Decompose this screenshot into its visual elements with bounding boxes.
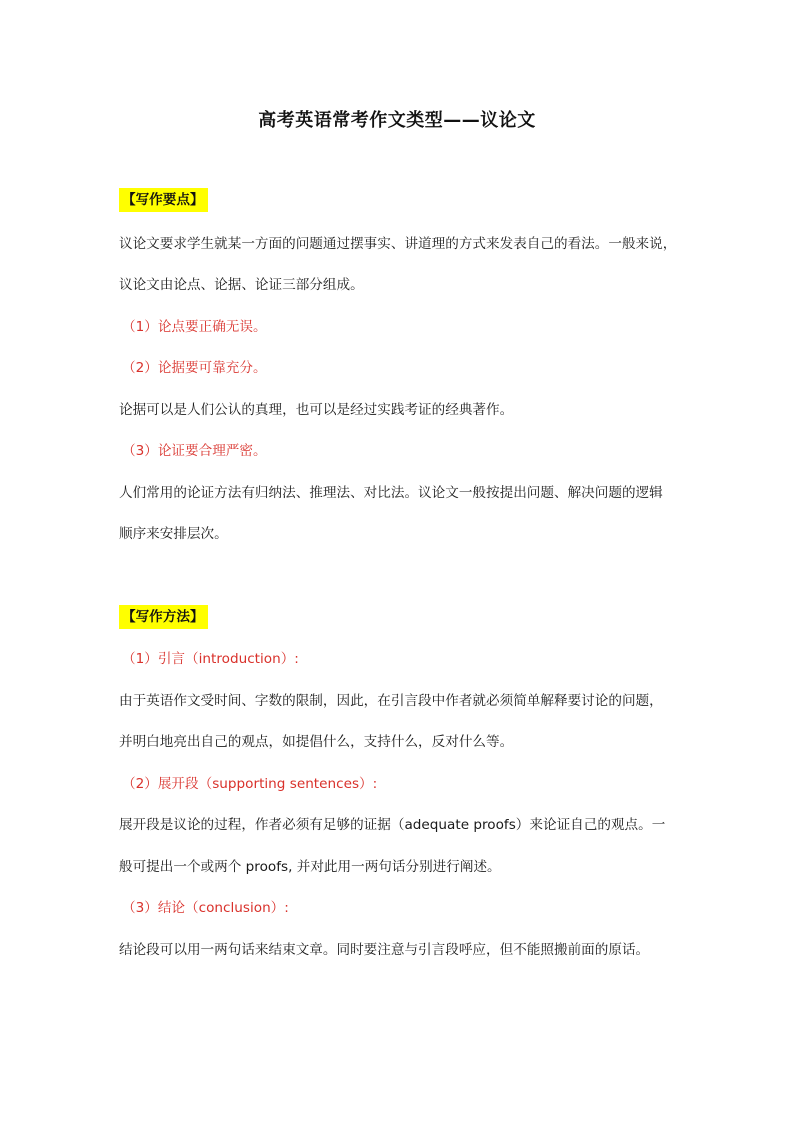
paragraph-line: 并明白地亮出自己的观点，如提倡什么，支持什么，反对什么等。 [119, 734, 514, 750]
page-title: 高考英语常考作文类型——议论文 [258, 110, 536, 131]
paragraph-line: 议论文由论点、论据、论证三部分组成。 [119, 277, 364, 293]
paragraph-line: 议论文要求学生就某一方面的问题通过摆事实、讲道理的方式来发表自己的看法。一般来说， [119, 236, 677, 252]
paragraph-line: 展开段是议论的过程，作者必须有足够的证据（adequate proofs）来论证自己的观点。一 [119, 817, 666, 833]
paragraph-line: 论据可以是人们公认的真理，也可以是经过实践考证的经典著作。 [119, 402, 514, 418]
section-heading-writing-methods: 【写作方法】 [119, 605, 208, 629]
point-heading: （1）论点要正确无误。 [122, 319, 267, 335]
paragraph-line: 结论段可以用一两句话来结束文章。同时要注意与引言段呼应，但不能照搬前面的原话。 [119, 942, 650, 958]
paragraph-line: 顺序来安排层次。 [119, 526, 228, 542]
paragraph-line: 由于英语作文受时间、字数的限制，因此，在引言段中作者就必须简单解释要讨论的问题， [119, 693, 663, 709]
point-heading: （2）论据要可靠充分。 [122, 360, 267, 376]
point-heading: （3）论证要合理严密。 [122, 443, 267, 459]
section-heading-writing-points: 【写作要点】 [119, 188, 208, 212]
method-heading: （2）展开段（supporting sentences）: [122, 776, 378, 792]
paragraph-line: 人们常用的论证方法有归纳法、推理法、对比法。议论文一般按提出问题、解决问题的逻辑 [119, 485, 663, 501]
paragraph-line: 般可提出一个或两个 proofs, 并对此用一两句话分别进行阐述。 [119, 859, 501, 875]
method-heading: （1）引言（introduction）: [122, 651, 299, 667]
method-heading: （3）结论（conclusion）: [122, 900, 289, 916]
